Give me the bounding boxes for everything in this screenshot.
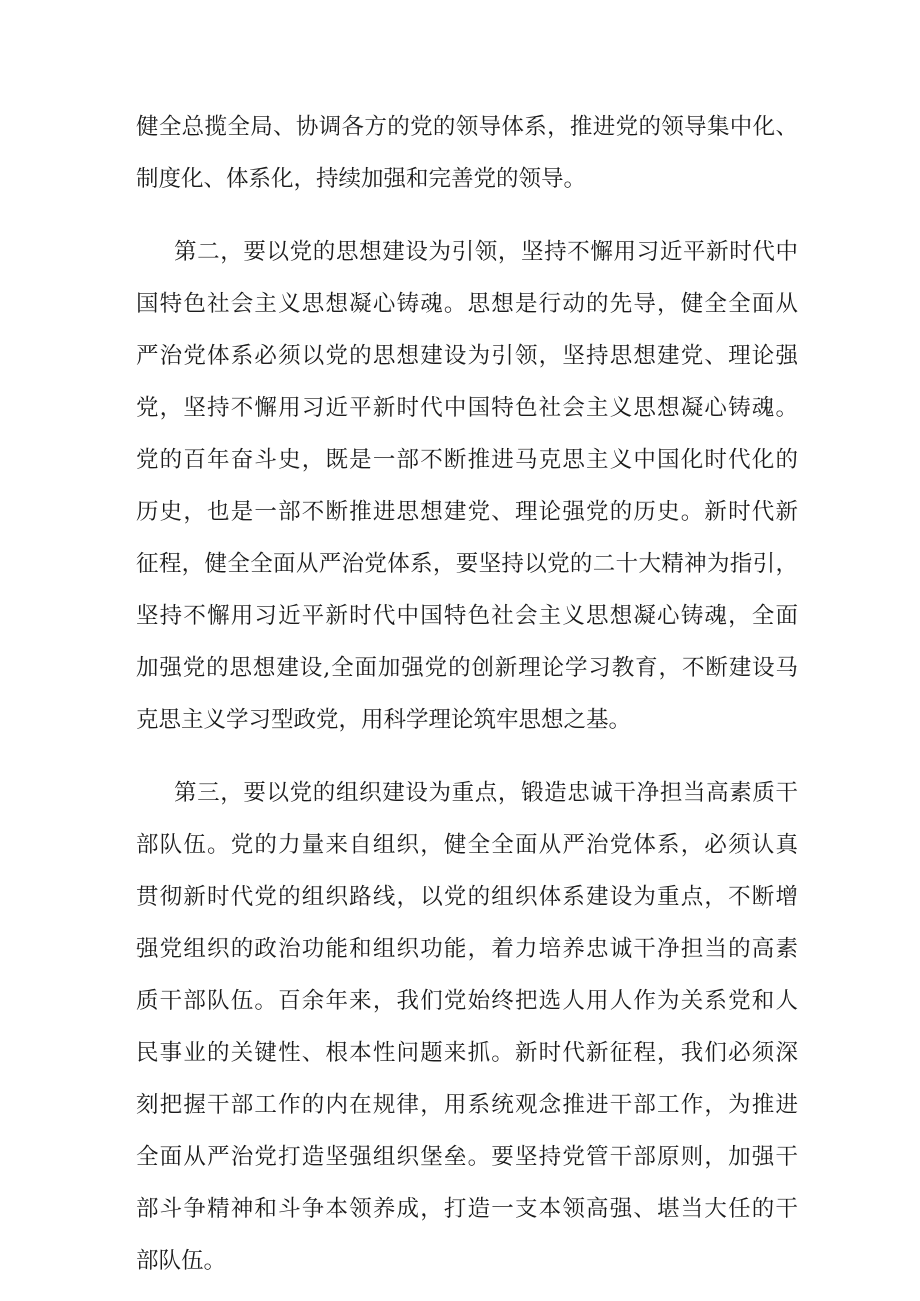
- text-line: 贯彻新时代党的组织路线，以党的组织体系建设为重点，不断增: [136, 884, 798, 910]
- text-line: 严治党体系必须以党的思想建设为引领，坚持思想建党、理论强: [136, 343, 798, 369]
- text-line: 克思主义学习型政党，用科学理论筑牢思想之基。: [136, 707, 632, 733]
- text-line: 民事业的关键性、根本性问题来抓。新时代新征程，我们必须深: [136, 1040, 798, 1066]
- text-line: 党的百年奋斗史，既是一部不断推进马克思主义中国化时代化的: [136, 447, 798, 473]
- text-line: 第三，要以党的组织建设为重点，锻造忠诚干净担当高素质干: [174, 780, 798, 806]
- text-line: 党，坚持不懈用习近平新时代中国特色社会主义思想凝心铸魂。: [136, 395, 798, 421]
- text-line: 质干部队伍。百余年来，我们党始终把选人用人作为关系党和人: [136, 988, 798, 1014]
- text-line: 部斗争精神和斗争本领养成，打造一支本领高强、堪当大任的干: [136, 1196, 798, 1222]
- text-line: 国特色社会主义思想凝心铸魂。思想是行动的先导，健全全面从: [136, 291, 798, 317]
- text-line: 全面从严治党打造坚强组织堡垒。要坚持党管干部原则，加强干: [136, 1144, 798, 1170]
- text-line: 部队伍。党的力量来自组织，健全全面从严治党体系，必须认真: [136, 832, 798, 858]
- text-line: 强党组织的政治功能和组织功能，着力培养忠诚干净担当的高素: [136, 936, 798, 962]
- text-line: 健全总揽全局、协调各方的党的领导体系，推进党的领导集中化、: [136, 114, 798, 140]
- text-line: 部队伍。: [136, 1248, 227, 1274]
- text-line: 历史，也是一部不断推进思想建党、理论强党的历史。新时代新: [136, 499, 798, 525]
- text-line: 制度化、体系化，持续加强和完善党的领导。: [136, 166, 587, 192]
- text-line: 刻把握干部工作的内在规律，用系统观念推进干部工作，为推进: [136, 1092, 798, 1118]
- text-line: 第二，要以党的思想建设为引领，坚持不懈用习近平新时代中: [174, 239, 798, 265]
- text-line: 坚持不懈用习近平新时代中国特色社会主义思想凝心铸魂，全面: [136, 603, 798, 629]
- text-line: 加强党的思想建设,全面加强党的创新理论学习教育，不断建设马: [136, 655, 798, 681]
- text-line: 征程，健全全面从严治党体系，要坚持以党的二十大精神为指引，: [136, 551, 798, 577]
